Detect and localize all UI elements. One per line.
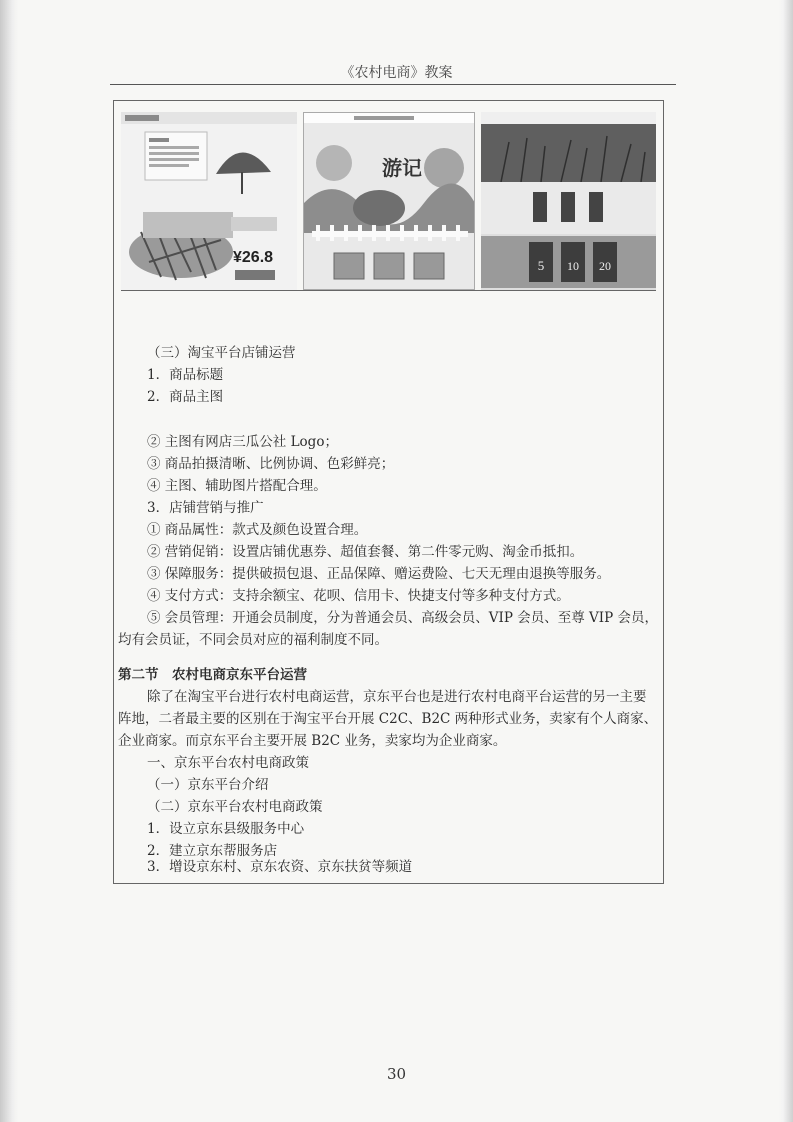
header-rule xyxy=(110,84,676,85)
paragraph-line: 企业商家。而京东平台主要开展 B2C 业务，卖家均为企业商家。 xyxy=(118,733,507,749)
list-item: ③ 保障服务：提供破损包退、正品保障、赠运费险、七天无理由退换等服务。 xyxy=(147,566,611,582)
list-item: （二）京东平台农村电商政策 xyxy=(147,799,323,815)
list-item: 1．设立京东县级服务中心 xyxy=(147,821,305,837)
shop-screenshot-festival xyxy=(303,112,475,290)
paragraph-line: 除了在淘宝平台进行农村电商运营，京东平台也是进行农村电商平台运营的另一主要 xyxy=(147,689,647,705)
shop-screenshot-coupons xyxy=(481,112,656,290)
list-item: ④ 主图、辅助图片搭配合理。 xyxy=(147,478,327,494)
paragraph-line: 均有会员证，不同会员对应的福利制度不同。 xyxy=(118,632,388,648)
coupon-value-3: 20 xyxy=(599,259,611,273)
list-item: ⑤ 会员管理：开通会员制度，分为普通会员、高级会员、VIP 会员、至尊 VIP 会员， xyxy=(147,610,658,626)
list-item: 2．商品主图 xyxy=(147,389,224,405)
content-box xyxy=(113,100,664,884)
coupon-value-2: 10 xyxy=(567,259,579,273)
section-heading: 第二节 农村电商京东平台运营 xyxy=(118,667,307,683)
list-item: （一）京东平台介绍 xyxy=(147,777,269,793)
list-item: 1．商品标题 xyxy=(147,367,224,383)
subsection-heading: （三）淘宝平台店铺运营 xyxy=(147,345,296,361)
page-header-title: 《农村电商》教案 xyxy=(340,65,453,81)
list-item: ③ 商品拍摄清晰、比例协调、色彩鲜亮； xyxy=(147,456,395,472)
page-number: 30 xyxy=(386,1065,407,1083)
subsection-heading: 一、京东平台农村电商政策 xyxy=(147,755,309,771)
coupon-value-1: 5 xyxy=(537,258,545,273)
list-item: ① 商品属性：款式及颜色设置合理。 xyxy=(147,522,368,538)
price-label: ¥26.8 xyxy=(233,249,274,266)
scan-edge-right xyxy=(779,0,793,1122)
festival-title: 游记 xyxy=(382,156,422,180)
screenshot-strip xyxy=(121,108,656,291)
list-item: 3．增设京东村、京东农资、京东扶贫等频道 xyxy=(147,859,413,875)
shop-screenshot-snacks xyxy=(121,112,297,290)
list-item: 3．店铺营销与推广 xyxy=(147,500,264,516)
list-item: ② 营销促销：设置店铺优惠券、超值套餐、第二件零元购、淘金币抵扣。 xyxy=(147,544,584,560)
list-item: ② 主图有网店三瓜公社 Logo； xyxy=(147,434,338,450)
list-item: ④ 支付方式：支持余额宝、花呗、信用卡、快捷支付等多种支付方式。 xyxy=(147,588,570,604)
paragraph-line: 阵地，二者最主要的区别在于淘宝平台开展 C2C、B2C 两种形式业务，卖家有个人商家、 xyxy=(118,711,658,727)
scan-edge-left xyxy=(0,0,18,1122)
list-item: 2．建立京东帮服务店 xyxy=(147,843,278,859)
